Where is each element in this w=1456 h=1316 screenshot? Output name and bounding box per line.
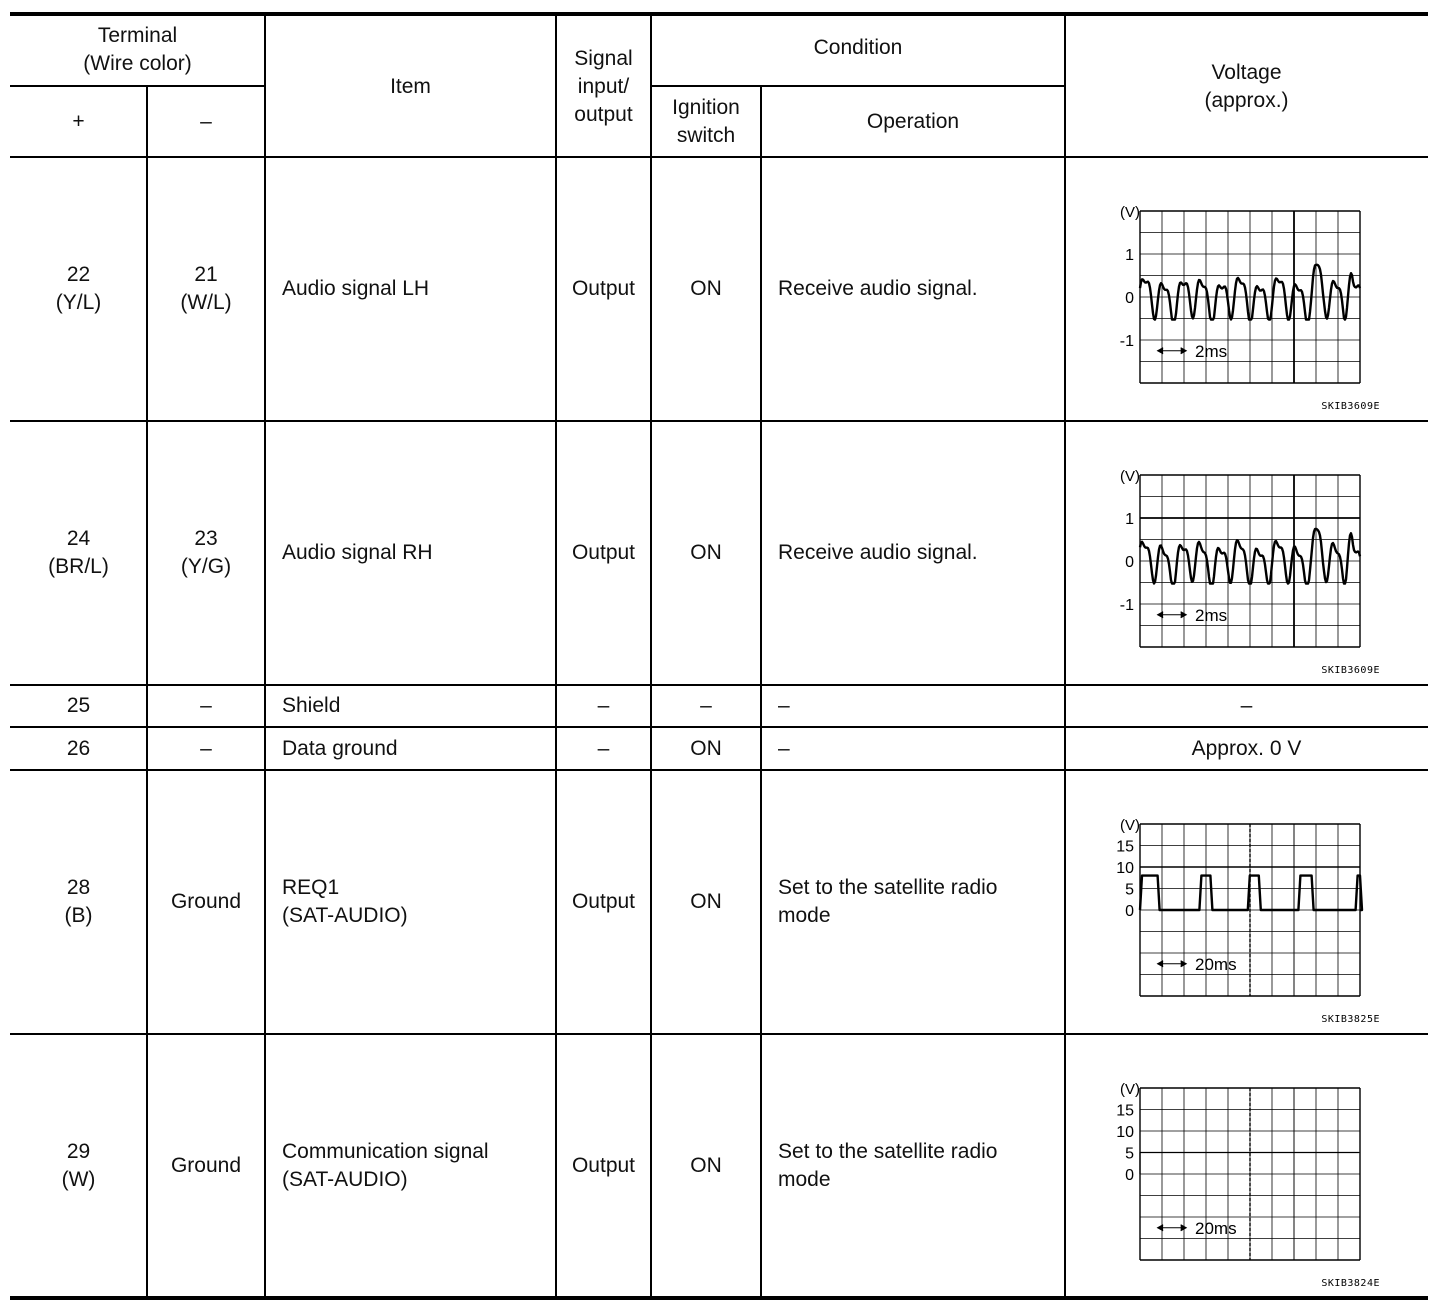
time-marker-arrow: [1158, 612, 1164, 618]
row-1-ignition: [651, 421, 761, 685]
tick-label: 0: [1125, 290, 1134, 307]
row-4-signal-text: Output: [571, 890, 636, 913]
oscilloscope-svg: [1102, 1074, 1392, 1294]
row-2-voltage: [1065, 685, 1428, 727]
header-operation-text: Operation: [866, 109, 960, 133]
row-5-item: [265, 1034, 556, 1298]
row-1-ignition-text: ON: [690, 541, 722, 564]
row-3-voltage-text: Approx. 0 V: [1191, 736, 1302, 760]
time-marker-arrow: [1181, 348, 1187, 354]
row-4-minus-text: Ground: [170, 890, 242, 913]
header-ignition: [651, 86, 761, 157]
row-2-signal: [556, 685, 651, 727]
row-1-minus-text: 23 (Y/G): [180, 527, 232, 578]
oscilloscope-svg: [1102, 197, 1392, 417]
row-5-signal: [556, 1034, 651, 1298]
header-minus-text: –: [200, 109, 212, 133]
time-scale-label: 20ms: [1195, 954, 1237, 974]
row-3-signal: [556, 727, 651, 770]
row-3-operation-text: –: [778, 736, 790, 760]
row-5-operation: [761, 1034, 1065, 1298]
row-5-plus-text: 29 (W): [61, 1140, 96, 1191]
row-2-operation-text: –: [778, 694, 790, 717]
header-item: [265, 16, 556, 157]
tick-label: 0: [1125, 903, 1134, 920]
tick-label: 5: [1125, 881, 1134, 899]
row-0-item: [265, 157, 556, 421]
row-2-minus-text: –: [200, 694, 212, 717]
row-4-item-text: REQ1 (SAT-AUDIO): [282, 876, 408, 927]
row-5-signal-text: Output: [571, 1154, 636, 1177]
row-2-ignition-text: –: [700, 694, 712, 717]
header-plus: [10, 86, 147, 157]
header-condition: [651, 16, 1065, 80]
row-4-ignition: [651, 770, 761, 1034]
row-0-operation-text: Receive audio signal.: [778, 277, 978, 300]
row-3-item-text: Data ground: [282, 736, 398, 760]
row-0-signal: [556, 157, 651, 421]
header-item-text: Item: [390, 74, 431, 98]
row-5-minus: [147, 1034, 265, 1298]
row-1-signal: [556, 421, 651, 685]
row-2-signal-text: –: [597, 694, 610, 717]
row-3-minus: [147, 727, 265, 770]
row-2-ignition: [651, 685, 761, 727]
row-2-operation: [761, 685, 1065, 727]
figure-code: SKIB3609E: [1321, 665, 1380, 676]
tick-label: 0: [1125, 554, 1134, 571]
row-1-operation: [761, 421, 1065, 685]
wiring-terminal-table: [10, 12, 1428, 1300]
row-4-item: [265, 770, 556, 1034]
unit-label: (V): [1120, 468, 1140, 485]
row-4-plus: [10, 770, 147, 1034]
row-3-operation: [761, 727, 1065, 770]
tick-label: 15: [1116, 838, 1134, 856]
row-4-operation-text: Set to the satellite radio mode: [778, 876, 998, 927]
row-4-ignition-text: ON: [690, 890, 722, 913]
row-3-ignition-text: ON: [690, 736, 722, 760]
tick-label: 0: [1125, 1167, 1134, 1184]
header-minus: [147, 86, 265, 157]
row-0-plus-text: 22 (Y/L): [55, 263, 102, 314]
row-0-plus: [10, 157, 147, 421]
header-signal: [556, 16, 651, 157]
row-3-ignition: [651, 727, 761, 770]
unit-label: (V): [1120, 817, 1140, 834]
waveform-trace: [1140, 876, 1362, 910]
time-marker-arrow: [1181, 961, 1187, 967]
row-2-plus-text: 25: [66, 694, 91, 717]
time-marker-arrow: [1158, 1225, 1164, 1231]
time-marker-arrow: [1158, 348, 1164, 354]
header-voltage-text: Voltage (approx.): [1204, 60, 1289, 112]
row-1-operation-text: Receive audio signal.: [778, 541, 978, 564]
figure-code: SKIB3609E: [1321, 401, 1380, 412]
time-marker-arrow: [1181, 612, 1187, 618]
row-3-voltage: [1065, 727, 1428, 770]
row-5-operation-text: Set to the satellite radio mode: [778, 1140, 998, 1191]
row-1-item-text: Audio signal RH: [282, 541, 433, 564]
time-scale-label: 2ms: [1195, 341, 1228, 361]
tick-label: 1: [1125, 247, 1134, 264]
header-signal-text: Signal input/ output: [574, 46, 633, 126]
tick-label: 10: [1116, 860, 1134, 877]
row-2-item-text: Shield: [282, 694, 341, 717]
row-1-item: [265, 421, 556, 685]
row-5-ignition-text: ON: [690, 1154, 722, 1177]
time-marker-arrow: [1158, 961, 1164, 967]
row-0-ignition: [651, 157, 761, 421]
row-0-minus-text: 21 (W/L): [180, 263, 232, 314]
row-2-item: [265, 685, 556, 727]
oscilloscope-3: [1102, 1074, 1392, 1294]
header-voltage: [1065, 16, 1428, 157]
row-5-plus: [10, 1034, 147, 1298]
row-1-plus: [10, 421, 147, 685]
row-1-minus: [147, 421, 265, 685]
row-4-plus-text: 28 (B): [64, 876, 93, 927]
oscilloscope-svg: [1102, 810, 1392, 1030]
row-3-item: [265, 727, 556, 770]
row-0-ignition-text: ON: [690, 277, 722, 300]
tick-label: 15: [1116, 1102, 1134, 1120]
row-3-plus: [10, 727, 147, 770]
time-marker-arrow: [1181, 1225, 1187, 1231]
row-1-signal-text: Output: [571, 541, 636, 564]
oscilloscope-2: [1102, 810, 1392, 1030]
tick-label: 10: [1116, 1124, 1134, 1141]
row-4-signal: [556, 770, 651, 1034]
oscilloscope-svg: [1102, 461, 1392, 681]
header-plus-text: +: [72, 109, 85, 133]
row-2-minus: [147, 685, 265, 727]
oscilloscope-0: [1102, 197, 1392, 417]
row-0-signal-text: Output: [571, 277, 636, 300]
row-2-voltage-text: –: [1240, 694, 1253, 717]
row-2-plus: [10, 685, 147, 727]
row-4-operation: [761, 770, 1065, 1034]
time-scale-label: 20ms: [1195, 1218, 1237, 1238]
header-ignition-text: Ignition switch: [672, 95, 740, 147]
tick-label: 1: [1125, 511, 1134, 528]
row-0-item-text: Audio signal LH: [282, 277, 430, 300]
oscilloscope-1: [1102, 461, 1392, 681]
figure-code: SKIB3824E: [1321, 1278, 1380, 1289]
row-5-ignition: [651, 1034, 761, 1298]
header-operation: [761, 86, 1065, 157]
unit-label: (V): [1120, 1081, 1140, 1098]
row-0-operation: [761, 157, 1065, 421]
tick-label: 5: [1125, 1145, 1134, 1163]
row-5-item-text: Communication signal (SAT-AUDIO): [282, 1140, 489, 1191]
header-terminal-text: Terminal (Wire color): [83, 24, 192, 75]
row-1-plus-text: 24 (BR/L): [48, 527, 109, 578]
row-3-plus-text: 26: [66, 736, 91, 760]
unit-label: (V): [1120, 204, 1140, 221]
figure-code: SKIB3825E: [1321, 1014, 1380, 1025]
tick-label: -1: [1119, 333, 1134, 350]
header-terminal: [10, 16, 265, 84]
header-condition-text: Condition: [813, 36, 903, 59]
row-4-minus: [147, 770, 265, 1034]
row-0-minus: [147, 157, 265, 421]
row-3-minus-text: –: [200, 736, 212, 760]
row-5-minus-text: Ground: [170, 1154, 242, 1177]
tick-label: -1: [1119, 597, 1134, 614]
time-scale-label: 2ms: [1195, 605, 1228, 625]
row-3-signal-text: –: [597, 736, 610, 760]
